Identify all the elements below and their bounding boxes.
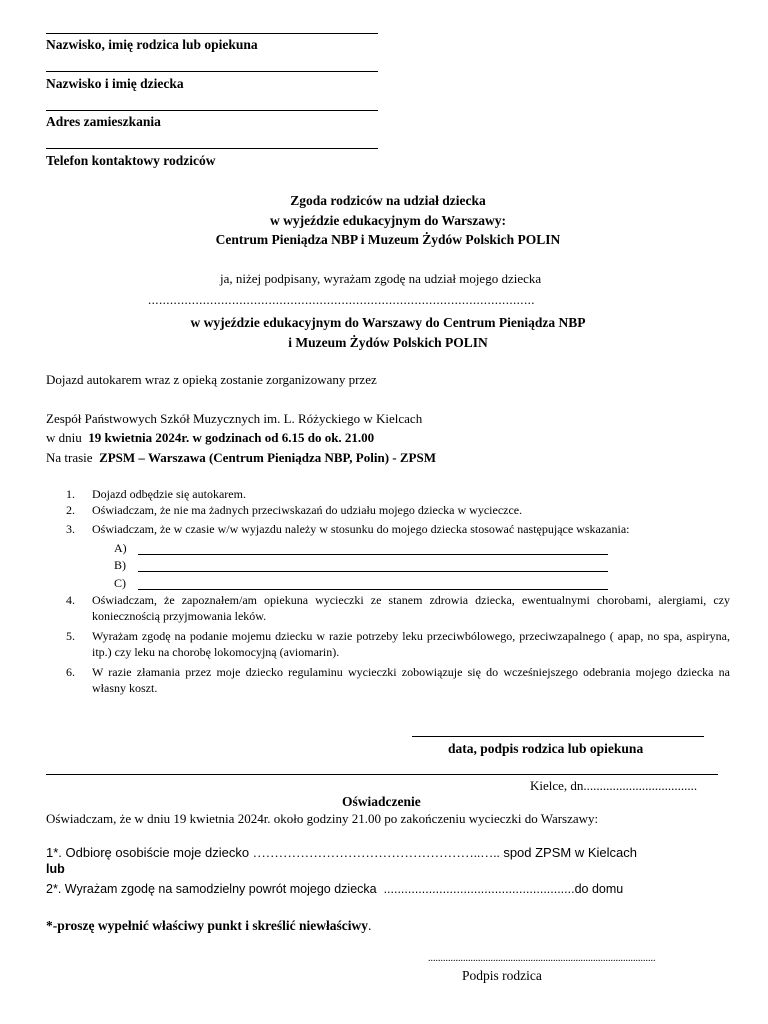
trip-route (46, 450, 436, 466)
option-2 (46, 882, 623, 896)
field-line-phone[interactable] (46, 148, 378, 149)
field-line-child-name[interactable] (46, 71, 378, 72)
option-2-text: 2*. Wyrażam zgodę na samodzielny powrót mojego dziecka (46, 882, 377, 896)
list-item-text: Oświadczam, że zapoznałem/am opiekuna wycieczki ze stanem zdrowia dziecka, ewentualnymi chorobami, alergiami, czy koniecznością przyjmowania leków. (92, 593, 730, 623)
organizer: Zespół Państwowych Szkół Muzycznych im. L. Różyckiego w Kielcach (46, 411, 423, 426)
fill-note-text: *-proszę wypełnić właściwy punkt i skreślić niewłaściwy (46, 918, 369, 933)
list-item-text: Wyrażam zgodę na podanie mojemu dziecku w razie potrzeby leku przeciwbólowego, przeciwzapalnego ( apap, no spa, aspiryna, itp.) czy leku na chorobę lokomocyjną (aviomarin). (92, 629, 730, 659)
title-line-2: w wyjeździe edukacyjnym do Warszawy: (270, 212, 506, 228)
section-divider (46, 774, 718, 775)
place-date[interactable]: Kielce, dn................................... (530, 778, 698, 793)
field-line-address[interactable] (46, 110, 378, 111)
label-parent-name: Nazwisko, imię rodzica lub opiekuna (46, 37, 258, 52)
list-item-number: 6. (66, 665, 75, 679)
signature-label-2: Podpis rodzica (462, 968, 542, 983)
list-item-text: Oświadczam, że nie ma żadnych przeciwskazań do udziału mojego dziecka w wycieczce. (92, 503, 523, 517)
list-item-number: 3. (66, 522, 75, 536)
declaration-title: Oświadczenie (342, 794, 421, 809)
list-item-text: W razie złamania przez moje dziecko regulaminu wycieczki zobowiązuje się do wcześniejszego odebrania mojego dziecka na własny koszt. (92, 665, 730, 695)
trip-date (46, 430, 374, 446)
consent-line-2: i Muzeum Żydów Polskich POLIN (288, 335, 488, 350)
sub-item-label-a: A) (114, 541, 127, 555)
list-item-number: 4. (66, 593, 75, 607)
list-item-text: Oświadczam, że w czasie w/w wyjazdu należy w stosunku do mojego dziecka stosować następujące wskazania: (92, 522, 630, 536)
label-child-name: Nazwisko i imię dziecka (46, 76, 184, 91)
list-item-text: Dojazd odbędzie się autokarem. (92, 487, 246, 501)
option-2-dots[interactable]: ....................................................... (383, 882, 575, 896)
conditions-list (66, 487, 730, 707)
list-item-number: 2. (66, 503, 75, 517)
signature-line-1[interactable] (412, 736, 704, 737)
sub-item-line-b[interactable] (138, 571, 608, 572)
fill-note-period: . (368, 918, 372, 933)
child-name-dots[interactable]: .......................................................................................................... (148, 292, 535, 307)
transport-intro: Dojazd autokarem wraz z opieką zostanie zorganizowany przez (46, 372, 377, 387)
list-item-number: 5. (66, 629, 75, 643)
title-line-1: Zgoda rodziców na udział dziecka (290, 193, 486, 208)
signature-label-1: data, podpis rodzica lub opiekuna (448, 741, 644, 756)
title-line-3: Centrum Pieniądza NBP i Muzeum Żydów Polskich POLIN (215, 232, 561, 247)
label-address: Adres zamieszkania (46, 114, 161, 129)
option-1 (46, 845, 637, 861)
label-phone: Telefon kontaktowy rodziców (46, 153, 216, 168)
declaration-text: Oświadczam, że w dniu 19 kwietnia 2024r. około godziny 21.00 po zakończeniu wycieczki do Warszawy: (46, 811, 599, 826)
list-item-number: 1. (66, 487, 75, 501)
trip-route-prefix: Na trasie (46, 450, 93, 465)
field-line-parent-name[interactable] (46, 33, 378, 34)
trip-date-value: 19 kwietnia 2024r. w godzinach od 6.15 do ok. 21.00 (88, 430, 375, 445)
consent-intro: ja, niżej podpisany, wyrażam zgodę na udział mojego dziecka (220, 271, 542, 286)
consent-line-1: w wyjeździe edukacyjnym do Warszawy do Centrum Pieniądza NBP (190, 315, 586, 330)
trip-route-value: ZPSM – Warszawa (Centrum Pieniądza NBP, Polin) - ZPSM (99, 450, 436, 465)
option-2-end: do domu (574, 882, 624, 896)
sub-item-label-c: C) (114, 576, 126, 590)
sub-item-label-b: B) (114, 558, 126, 572)
sub-item-line-a[interactable] (138, 554, 608, 555)
option-or: lub (46, 862, 65, 876)
sub-item-line-c[interactable] (138, 589, 608, 590)
option-1-dots[interactable]: ……………………………………………..….. (252, 845, 500, 860)
option-1-place: spod ZPSM w Kielcach (503, 845, 637, 860)
fill-note (46, 918, 371, 934)
trip-date-prefix: w dniu (46, 430, 82, 445)
option-1-text: 1*. Odbiorę osobiście moje dziecko (46, 845, 250, 860)
form-title (0, 191, 768, 250)
signature-dots-2[interactable]: ........................................................................................... (428, 953, 656, 964)
